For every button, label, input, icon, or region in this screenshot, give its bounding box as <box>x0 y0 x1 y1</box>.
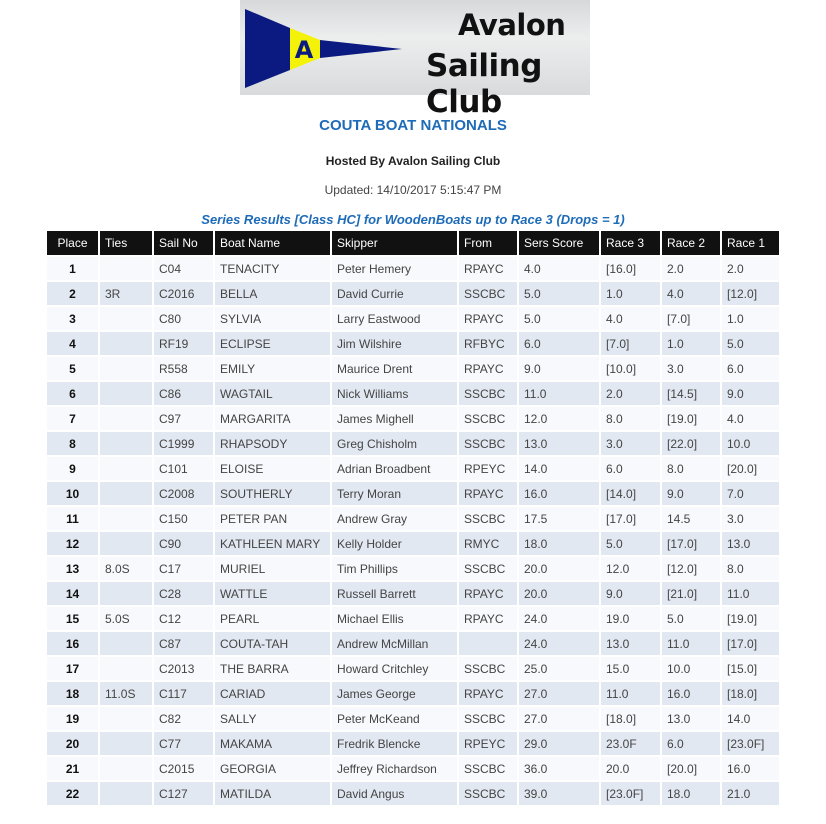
table-cell: ELOISE <box>215 457 330 480</box>
table-cell: GEORGIA <box>215 757 330 780</box>
table-cell: 7 <box>47 407 98 430</box>
table-cell: C2013 <box>154 657 213 680</box>
table-cell: C90 <box>154 532 213 555</box>
table-cell: Terry Moran <box>332 482 457 505</box>
table-cell: C117 <box>154 682 213 705</box>
table-cell: [19.0] <box>722 607 779 630</box>
column-header: Race 2 <box>662 231 720 255</box>
table-cell: RPAYC <box>459 307 517 330</box>
table-cell: Michael Ellis <box>332 607 457 630</box>
table-cell: 15.0 <box>601 657 660 680</box>
table-cell: [15.0] <box>722 657 779 680</box>
table-cell <box>100 632 152 655</box>
table-cell: WATTLE <box>215 582 330 605</box>
table-cell: Andrew Gray <box>332 507 457 530</box>
table-cell: 18.0 <box>519 532 599 555</box>
updated-timestamp: Updated: 14/10/2017 5:15:47 PM <box>324 183 502 197</box>
table-cell: 1 <box>47 257 98 280</box>
table-cell <box>100 357 152 380</box>
table-cell: Nick Williams <box>332 382 457 405</box>
table-row <box>47 382 779 405</box>
table-cell: 12.0 <box>601 557 660 580</box>
table-cell: 21 <box>47 757 98 780</box>
table-cell: CARIAD <box>215 682 330 705</box>
table-cell: 12 <box>47 532 98 555</box>
table-row <box>47 282 779 305</box>
table-cell: 7.0 <box>722 482 779 505</box>
table-cell: 17.5 <box>519 507 599 530</box>
table-cell: 13.0 <box>519 432 599 455</box>
table-cell: C101 <box>154 457 213 480</box>
results-table <box>45 229 781 807</box>
table-cell: 14 <box>47 582 98 605</box>
logo-text-line2: Sailing Club <box>426 48 542 120</box>
table-cell <box>100 532 152 555</box>
table-cell: 25.0 <box>519 657 599 680</box>
table-cell: RPAYC <box>459 482 517 505</box>
table-cell: C04 <box>154 257 213 280</box>
table-header-row <box>47 231 779 255</box>
table-cell: 5.0S <box>100 607 152 630</box>
table-cell: 15 <box>47 607 98 630</box>
table-cell: SSCBC <box>459 557 517 580</box>
table-cell: 6.0 <box>519 332 599 355</box>
table-cell: Larry Eastwood <box>332 307 457 330</box>
table-row <box>47 407 779 430</box>
table-cell: 19.0 <box>601 607 660 630</box>
table-cell: SSCBC <box>459 707 517 730</box>
table-cell: C28 <box>154 582 213 605</box>
table-cell: [17.0] <box>722 632 779 655</box>
table-cell: 11.0 <box>722 582 779 605</box>
table-cell: 16.0 <box>722 757 779 780</box>
table-cell: C97 <box>154 407 213 430</box>
table-cell: [12.0] <box>662 557 720 580</box>
table-cell: 10 <box>47 482 98 505</box>
table-cell: 36.0 <box>519 757 599 780</box>
table-cell: Greg Chisholm <box>332 432 457 455</box>
table-cell: C86 <box>154 382 213 405</box>
table-cell: 8.0S <box>100 557 152 580</box>
table-cell: 4 <box>47 332 98 355</box>
table-cell: SSCBC <box>459 657 517 680</box>
table-cell: David Currie <box>332 282 457 305</box>
table-cell <box>100 457 152 480</box>
table-cell: 13.0 <box>722 532 779 555</box>
table-row <box>47 482 779 505</box>
table-cell: 9.0 <box>601 582 660 605</box>
table-cell: 18.0 <box>662 782 720 805</box>
table-cell: RMYC <box>459 532 517 555</box>
table-cell: 11.0 <box>662 632 720 655</box>
table-cell <box>100 382 152 405</box>
table-cell: 18 <box>47 682 98 705</box>
table-cell: R558 <box>154 357 213 380</box>
table-cell: 21.0 <box>722 782 779 805</box>
table-cell: David Angus <box>332 782 457 805</box>
column-header: Skipper <box>332 231 457 255</box>
table-cell: 17 <box>47 657 98 680</box>
table-row <box>47 457 779 480</box>
column-header: Boat Name <box>215 231 330 255</box>
table-cell: 5 <box>47 357 98 380</box>
table-cell: 3 <box>47 307 98 330</box>
table-cell: 16.0 <box>519 482 599 505</box>
table-cell: 9 <box>47 457 98 480</box>
series-heading: Series Results [Class HC] for WoodenBoats up to Race 3 (Drops = 1) <box>201 212 625 227</box>
table-cell: 11.0 <box>601 682 660 705</box>
column-header: Race 3 <box>601 231 660 255</box>
table-cell: MAKAMA <box>215 732 330 755</box>
table-cell <box>100 257 152 280</box>
table-cell: RPAYC <box>459 682 517 705</box>
table-cell: James Mighell <box>332 407 457 430</box>
table-cell: 1.0 <box>601 282 660 305</box>
table-cell: C82 <box>154 707 213 730</box>
table-cell: PETER PAN <box>215 507 330 530</box>
table-row <box>47 607 779 630</box>
table-cell: C77 <box>154 732 213 755</box>
table-row <box>47 432 779 455</box>
table-cell: Maurice Drent <box>332 357 457 380</box>
table-cell: RPAYC <box>459 257 517 280</box>
table-cell: Russell Barrett <box>332 582 457 605</box>
table-cell: [18.0] <box>722 682 779 705</box>
table-cell: 23.0F <box>601 732 660 755</box>
table-cell: RHAPSODY <box>215 432 330 455</box>
table-cell: SSCBC <box>459 432 517 455</box>
table-cell: SSCBC <box>459 507 517 530</box>
table-cell: 4.0 <box>601 307 660 330</box>
table-cell: C150 <box>154 507 213 530</box>
table-cell <box>100 507 152 530</box>
table-cell: WAGTAIL <box>215 382 330 405</box>
table-row <box>47 332 779 355</box>
table-cell: 9.0 <box>722 382 779 405</box>
table-cell: 14.0 <box>519 457 599 480</box>
table-cell: RPEYC <box>459 732 517 755</box>
table-cell: 11.0S <box>100 682 152 705</box>
table-cell: 6.0 <box>601 457 660 480</box>
table-cell: 20 <box>47 732 98 755</box>
table-cell <box>459 632 517 655</box>
table-cell: C2015 <box>154 757 213 780</box>
table-cell: 24.0 <box>519 607 599 630</box>
table-cell: Peter McKeand <box>332 707 457 730</box>
table-cell <box>100 332 152 355</box>
table-cell: RPAYC <box>459 357 517 380</box>
table-cell: 2 <box>47 282 98 305</box>
table-cell: 9.0 <box>662 482 720 505</box>
table-cell <box>100 707 152 730</box>
table-cell: Tim Phillips <box>332 557 457 580</box>
table-cell: 5.0 <box>519 307 599 330</box>
club-logo <box>240 0 590 120</box>
table-cell: Peter Hemery <box>332 257 457 280</box>
table-row <box>47 657 779 680</box>
table-cell: 8 <box>47 432 98 455</box>
column-header: Sers Score <box>519 231 599 255</box>
table-cell: C87 <box>154 632 213 655</box>
table-cell: [10.0] <box>601 357 660 380</box>
table-cell: 3.0 <box>722 507 779 530</box>
table-cell: [14.0] <box>601 482 660 505</box>
table-cell: 39.0 <box>519 782 599 805</box>
table-cell <box>100 582 152 605</box>
table-cell: 3.0 <box>662 357 720 380</box>
table-cell: 12.0 <box>519 407 599 430</box>
table-row <box>47 357 779 380</box>
table-cell: 13 <box>47 557 98 580</box>
pennant-flag-icon <box>240 0 440 95</box>
table-row <box>47 632 779 655</box>
table-cell: Adrian Broadbent <box>332 457 457 480</box>
table-cell: RF19 <box>154 332 213 355</box>
table-cell: 5.0 <box>662 607 720 630</box>
table-cell: [18.0] <box>601 707 660 730</box>
table-cell: SSCBC <box>459 382 517 405</box>
table-cell: Howard Critchley <box>332 657 457 680</box>
table-cell: 19 <box>47 707 98 730</box>
table-cell: MARGARITA <box>215 407 330 430</box>
table-cell: C80 <box>154 307 213 330</box>
page-title: COUTA BOAT NATIONALS <box>319 117 507 134</box>
table-cell: [22.0] <box>662 432 720 455</box>
table-cell: [7.0] <box>601 332 660 355</box>
table-cell: 6 <box>47 382 98 405</box>
table-cell: SSCBC <box>459 407 517 430</box>
table-cell: [20.0] <box>722 457 779 480</box>
table-cell: [14.5] <box>662 382 720 405</box>
table-row <box>47 757 779 780</box>
table-cell: THE BARRA <box>215 657 330 680</box>
table-cell: C1999 <box>154 432 213 455</box>
table-cell: SALLY <box>215 707 330 730</box>
table-cell: Andrew McMillan <box>332 632 457 655</box>
table-row <box>47 507 779 530</box>
table-cell: 8.0 <box>722 557 779 580</box>
table-cell: BELLA <box>215 282 330 305</box>
table-cell: C127 <box>154 782 213 805</box>
table-cell: [19.0] <box>662 407 720 430</box>
table-cell: C12 <box>154 607 213 630</box>
table-cell: 3R <box>100 282 152 305</box>
table-cell: 20.0 <box>519 557 599 580</box>
table-cell: 5.0 <box>722 332 779 355</box>
table-cell: 4.0 <box>519 257 599 280</box>
table-cell: MURIEL <box>215 557 330 580</box>
table-cell: 2.0 <box>601 382 660 405</box>
table-cell <box>100 407 152 430</box>
table-cell: 8.0 <box>601 407 660 430</box>
table-row <box>47 682 779 705</box>
table-cell: 3.0 <box>601 432 660 455</box>
table-cell: RPAYC <box>459 582 517 605</box>
table-cell: 27.0 <box>519 682 599 705</box>
table-cell: Fredrik Blencke <box>332 732 457 755</box>
table-row <box>47 557 779 580</box>
table-cell <box>100 432 152 455</box>
table-cell: 10.0 <box>722 432 779 455</box>
table-cell: [21.0] <box>662 582 720 605</box>
table-cell: MATILDA <box>215 782 330 805</box>
table-cell: 14.0 <box>722 707 779 730</box>
table-cell: SSCBC <box>459 757 517 780</box>
table-cell: 13.0 <box>662 707 720 730</box>
table-cell: 6.0 <box>722 357 779 380</box>
table-cell: 9.0 <box>519 357 599 380</box>
table-cell: 27.0 <box>519 707 599 730</box>
table-cell: RPAYC <box>459 607 517 630</box>
table-cell: 24.0 <box>519 632 599 655</box>
table-cell: 2.0 <box>662 257 720 280</box>
table-cell: RFBYC <box>459 332 517 355</box>
table-cell: TENACITY <box>215 257 330 280</box>
table-cell <box>100 657 152 680</box>
table-cell: Kelly Holder <box>332 532 457 555</box>
hosted-by: Hosted By Avalon Sailing Club <box>325 154 501 168</box>
table-cell: SSCBC <box>459 282 517 305</box>
table-cell: 22 <box>47 782 98 805</box>
table-cell: [17.0] <box>601 507 660 530</box>
table-cell: SOUTHERLY <box>215 482 330 505</box>
table-row <box>47 257 779 280</box>
table-cell: SSCBC <box>459 782 517 805</box>
table-cell: 5.0 <box>519 282 599 305</box>
table-cell: 29.0 <box>519 732 599 755</box>
table-cell: KATHLEEN MARY <box>215 532 330 555</box>
table-cell <box>100 782 152 805</box>
table-cell: [12.0] <box>722 282 779 305</box>
table-cell: 1.0 <box>662 332 720 355</box>
table-cell <box>100 732 152 755</box>
table-row <box>47 532 779 555</box>
table-cell: C17 <box>154 557 213 580</box>
table-cell: 13.0 <box>601 632 660 655</box>
column-header: Sail No <box>154 231 213 255</box>
table-cell: 14.5 <box>662 507 720 530</box>
table-cell: 8.0 <box>662 457 720 480</box>
logo-text-line1: Avalon <box>458 8 566 42</box>
table-cell: [7.0] <box>662 307 720 330</box>
table-cell: ECLIPSE <box>215 332 330 355</box>
table-cell: [16.0] <box>601 257 660 280</box>
table-cell: C2016 <box>154 282 213 305</box>
column-header: From <box>459 231 517 255</box>
table-cell: 4.0 <box>662 282 720 305</box>
table-cell <box>100 482 152 505</box>
table-cell: 5.0 <box>601 532 660 555</box>
table-cell: 16.0 <box>662 682 720 705</box>
table-cell: 11 <box>47 507 98 530</box>
svg-text:A: A <box>294 36 314 64</box>
table-cell: 4.0 <box>722 407 779 430</box>
table-row <box>47 732 779 755</box>
table-cell: PEARL <box>215 607 330 630</box>
table-cell: James George <box>332 682 457 705</box>
table-cell: EMILY <box>215 357 330 380</box>
table-row <box>47 582 779 605</box>
table-cell: 2.0 <box>722 257 779 280</box>
table-cell: Jim Wilshire <box>332 332 457 355</box>
table-cell: C2008 <box>154 482 213 505</box>
table-cell: [23.0F] <box>722 732 779 755</box>
table-row <box>47 782 779 805</box>
table-cell: COUTA-TAH <box>215 632 330 655</box>
table-cell: 6.0 <box>662 732 720 755</box>
table-cell: RPEYC <box>459 457 517 480</box>
column-header: Place <box>47 231 98 255</box>
table-cell: SYLVIA <box>215 307 330 330</box>
table-cell: 10.0 <box>662 657 720 680</box>
table-cell: Jeffrey Richardson <box>332 757 457 780</box>
table-cell: [23.0F] <box>601 782 660 805</box>
table-cell <box>100 757 152 780</box>
table-row <box>47 307 779 330</box>
table-cell: 1.0 <box>722 307 779 330</box>
table-cell: 20.0 <box>519 582 599 605</box>
table-cell: 20.0 <box>601 757 660 780</box>
column-header: Ties <box>100 231 152 255</box>
table-cell <box>100 307 152 330</box>
table-cell: 11.0 <box>519 382 599 405</box>
table-cell: 16 <box>47 632 98 655</box>
table-row <box>47 707 779 730</box>
column-header: Race 1 <box>722 231 779 255</box>
table-cell: [20.0] <box>662 757 720 780</box>
table-cell: [17.0] <box>662 532 720 555</box>
